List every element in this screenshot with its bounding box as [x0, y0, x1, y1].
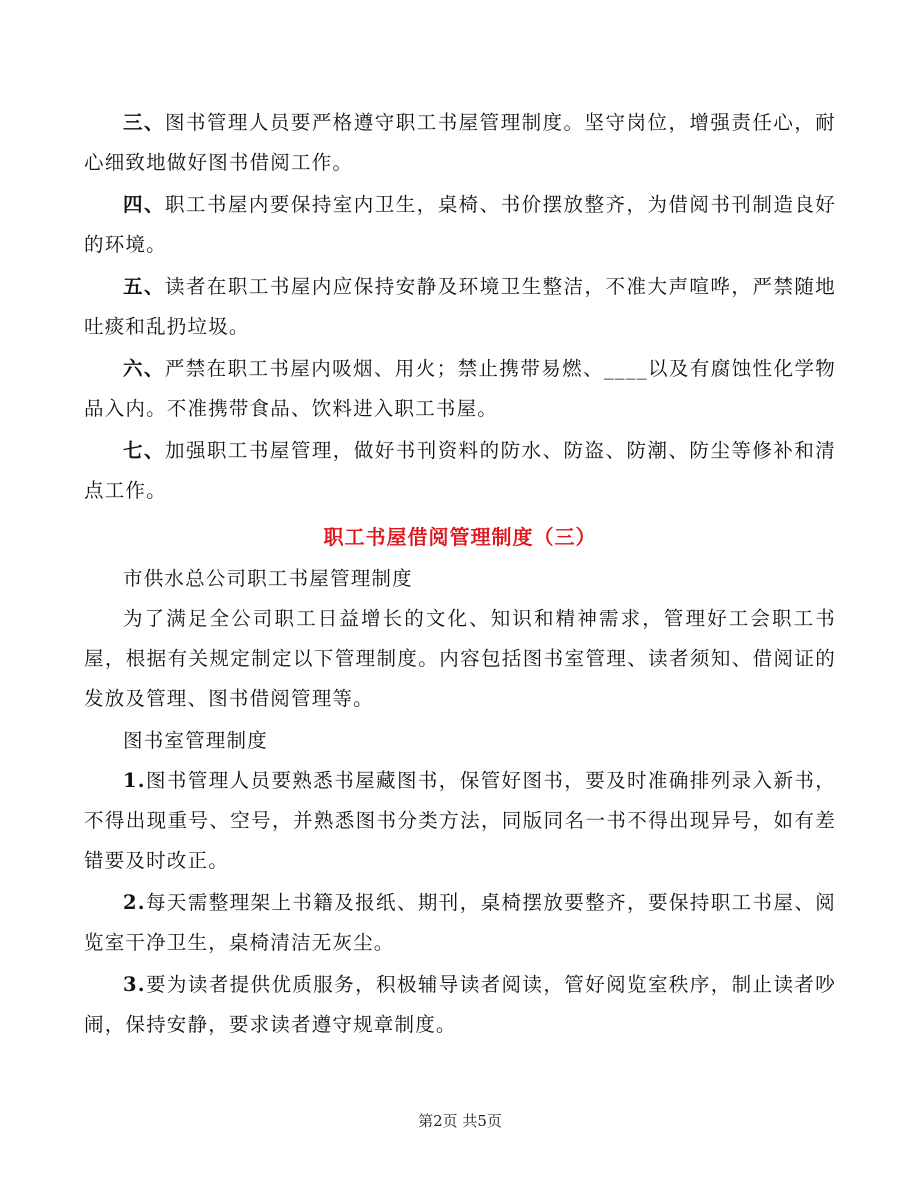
rule-6 [84, 349, 836, 429]
rule-number: 七、 [123, 439, 165, 462]
subtitle: 市供水总公司职工书屋管理制度 [123, 567, 413, 590]
library-rule-1 [84, 761, 836, 881]
subheading: 图书室管理制度 [123, 729, 268, 752]
rule-text: 职工书屋内要保持室内卫生，桌椅、书价摆放整齐，为借阅书刊制造良好的环境。 [84, 193, 836, 256]
rule-number: 三、 [123, 111, 165, 134]
section-title: 职工书屋借阅管理制度（三） [323, 525, 597, 549]
rule-text: 图书管理人员要严格遵守职工书屋管理制度。坚守岗位，增强责任心，耐心细致地做好图书借阅工作。 [84, 111, 836, 174]
rule-text: 要为读者提供优质服务，积极辅导读者阅读，管好阅览室秩序，制止读者吵闹，保持安静，要求读者遵守规章制度。 [84, 973, 836, 1036]
rule-text: 图书管理人员要熟悉书屋藏图书，保管好图书，要及时准确排列录入新书，不得出现重号、空号，并熟悉图书分类方法，同版同名一书不得出现异号，如有差错要及时改正。 [84, 769, 836, 872]
rule-3 [84, 103, 836, 183]
page-footer: 第2页 共5页 [418, 1112, 502, 1130]
rule-text: 每天需整理架上书籍及报纸、期刊，桌椅摆放要整齐，要保持职工书屋、阅览室干净卫生，桌椅清洁无灰尘。 [84, 891, 836, 954]
intro-paragraph: 为了满足全公司职工日益增长的文化、知识和精神需求，管理好工会职工书屋，根据有关规定制定以下管理制度。内容包括图书室管理、读者须知、借阅证的发放及管理、图书借阅管理等。 [84, 607, 836, 710]
rule-number: 2. [123, 891, 146, 914]
rule-number: 六、 [123, 357, 165, 380]
rule-7 [84, 431, 836, 511]
library-rule-2 [84, 883, 836, 963]
rule-number: 五、 [123, 275, 165, 298]
rule-text: 严禁在职工书屋内吸烟、用火；禁止携带易燃、____以及有腐蚀性化学物品入内。不准携带食品、饮料进入职工书屋。 [84, 357, 836, 420]
rule-5 [84, 267, 836, 347]
rule-number: 1. [123, 769, 146, 792]
rule-text: 读者在职工书屋内应保持安静及环境卫生整洁，不准大声喧哗，严禁随地吐痰和乱扔垃圾。 [84, 275, 836, 338]
page-content [84, 103, 836, 1045]
rule-number: 四、 [123, 193, 165, 216]
rule-text: 加强职工书屋管理，做好书刊资料的防水、防盗、防潮、防尘等修补和清点工作。 [84, 439, 836, 502]
library-rule-3 [84, 965, 836, 1045]
rule-number: 3. [123, 973, 146, 996]
rule-4 [84, 185, 836, 265]
